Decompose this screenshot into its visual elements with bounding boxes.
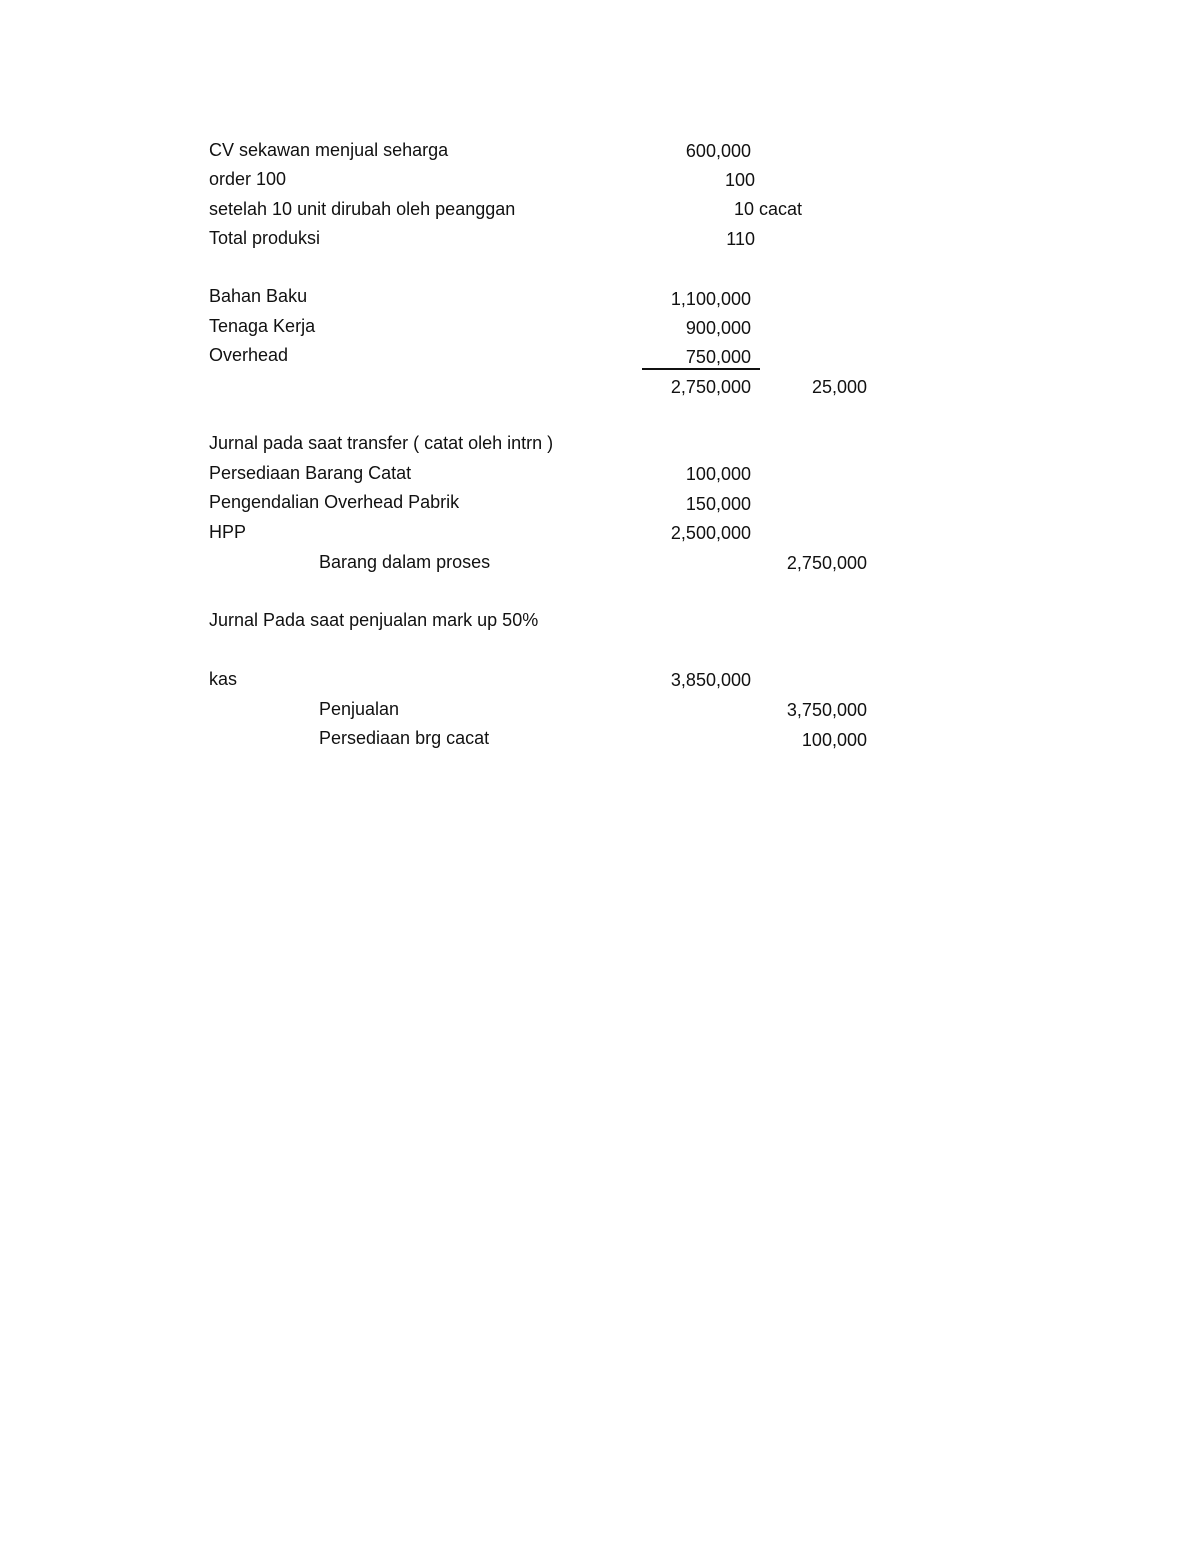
journal-sale-label-sales: Penjualan [319,699,400,719]
total-underline [642,368,760,370]
intro-value-defect: 10 cacat [734,199,803,219]
journal-transfer-debit-cogs: 2,500,000 [670,523,751,543]
cost-per-unit-value: 25,000 [811,377,867,397]
journal-sale-credit-sales: 3,750,000 [786,700,867,720]
intro-label-price: CV sekawan menjual seharga [209,140,449,160]
journal-transfer-label-cogs: HPP [209,522,247,542]
cost-value-overhead: 750,000 [685,347,751,367]
intro-label-defect: setelah 10 unit dirubah oleh peanggan [209,199,516,219]
journal-transfer-credit-wip: 2,750,000 [786,553,867,573]
journal-sale-credit-defect-inventory: 100,000 [801,730,867,750]
journal-sale-debit-cash: 3,850,000 [670,670,751,690]
cost-label-overhead: Overhead [209,345,289,365]
journal-transfer-debit-inventory: 100,000 [685,464,751,484]
journal-sale-heading: Jurnal Pada saat penjualan mark up 50% [209,610,539,630]
cost-total-value: 2,750,000 [670,377,751,397]
intro-label-order: order 100 [209,169,287,189]
cost-value-labor: 900,000 [685,318,751,338]
cost-label-labor: Tenaga Kerja [209,316,316,336]
intro-value-order: 100 [724,170,755,190]
intro-label-total-production: Total produksi [209,228,321,248]
intro-value-total-production: 110 [726,229,755,249]
journal-transfer-label-wip: Barang dalam proses [319,552,491,572]
journal-sale-label-defect-inventory: Persediaan brg cacat [319,728,490,748]
journal-transfer-debit-overhead-control: 150,000 [685,494,751,514]
intro-value-price: 600,000 [685,141,751,161]
journal-transfer-label-overhead-control: Pengendalian Overhead Pabrik [209,492,460,512]
cost-value-raw-material: 1,100,000 [670,289,751,309]
journal-sale-label-cash: kas [209,669,238,689]
journal-transfer-heading: Jurnal pada saat transfer ( catat oleh intrn ) [209,433,554,453]
cost-label-raw-material: Bahan Baku [209,286,308,306]
journal-transfer-label-inventory: Persediaan Barang Catat [209,463,412,483]
